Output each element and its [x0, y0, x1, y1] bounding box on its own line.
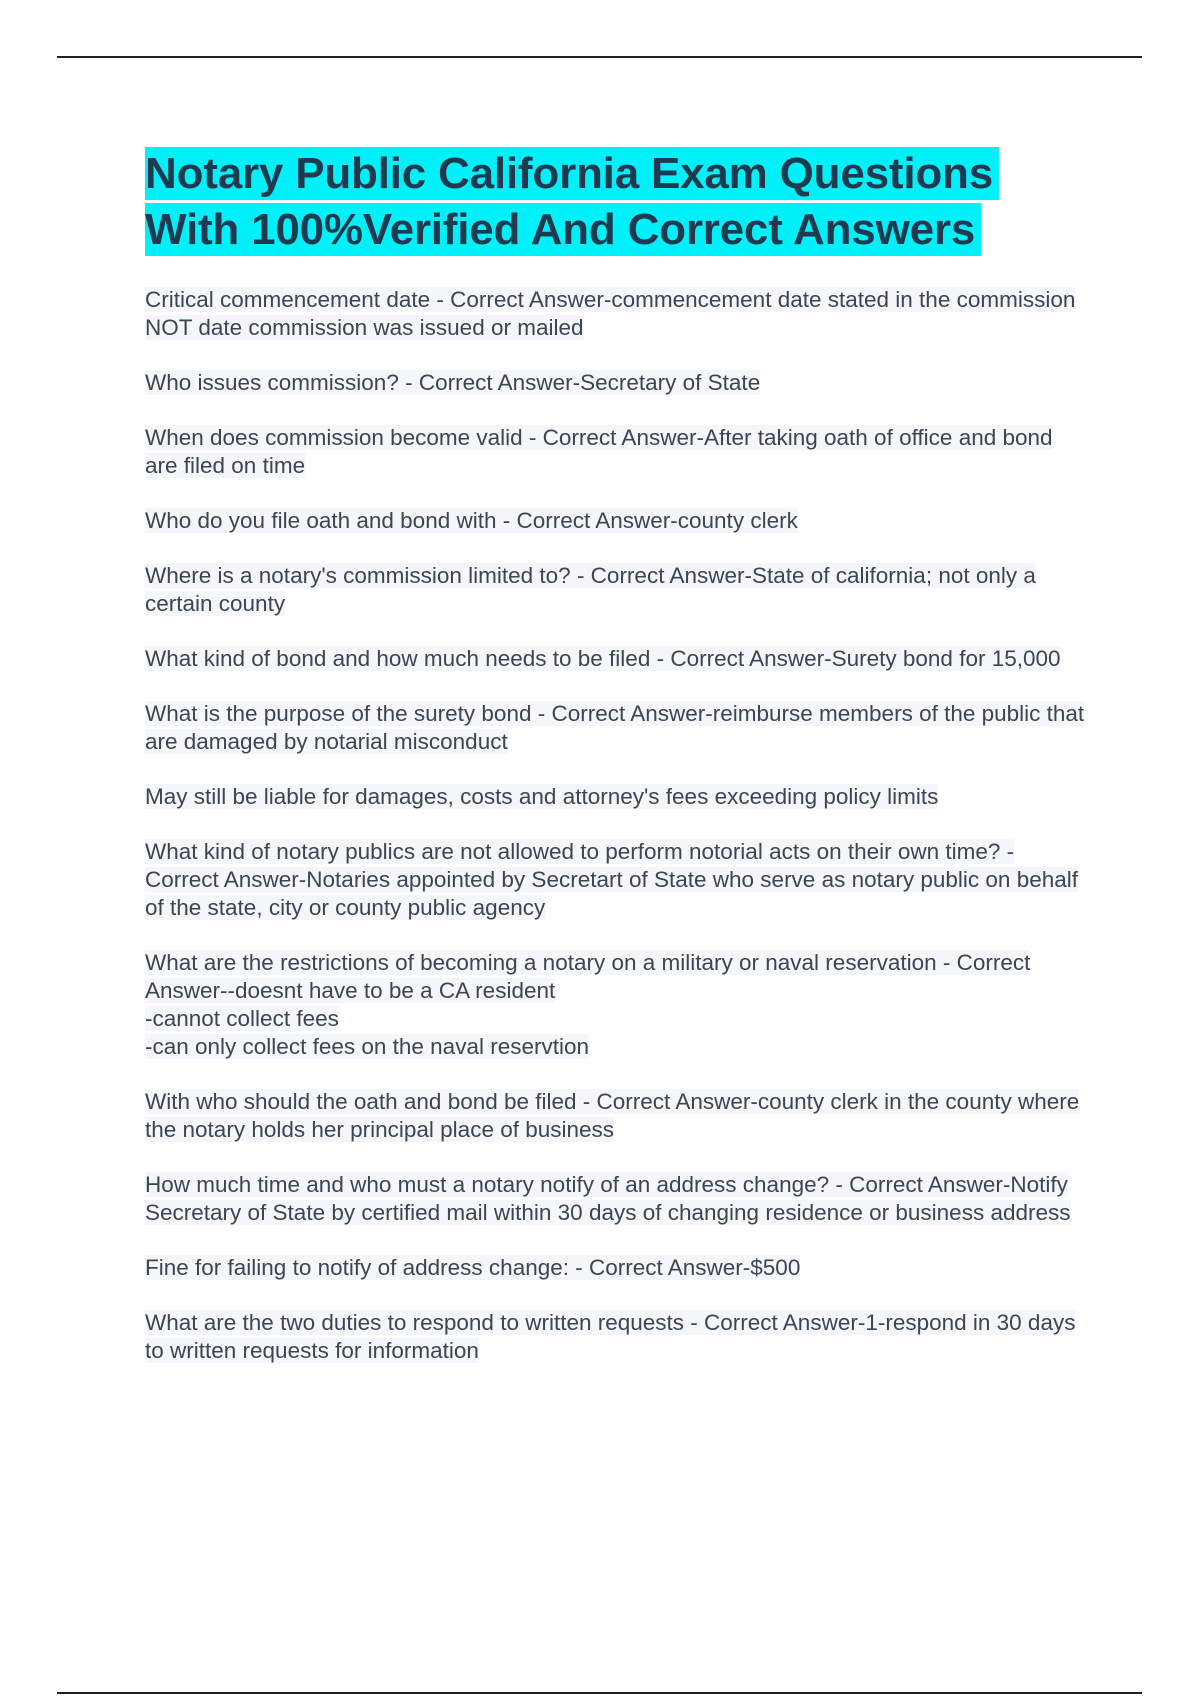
- qa-entry: [145, 1254, 1090, 1282]
- qa-text: What kind of notary publics are not allowed to perform notorial acts on their own time? - Correct Answer-Notaries appointed by Secretart of State who serve as notary public on behalf of the state, city or county public agency: [145, 839, 1078, 920]
- document-body: [145, 146, 1090, 1392]
- qa-text: May still be liable for damages, costs and attorney's fees exceeding policy limits: [145, 784, 939, 809]
- qa-text: Who do you file oath and bond with - Correct Answer-county clerk: [145, 508, 798, 533]
- qa-entry: [145, 949, 1090, 1061]
- qa-text-line: -cannot collect fees: [145, 1006, 339, 1031]
- qa-entry: [145, 700, 1090, 756]
- qa-text: Fine for failing to notify of address change: - Correct Answer-$500: [145, 1255, 801, 1280]
- qa-entry: [145, 1309, 1090, 1365]
- document-title: [145, 146, 1090, 258]
- top-rule: [57, 56, 1142, 58]
- qa-text: What are the two duties to respond to written requests - Correct Answer-1-respond in 30 days to written requests for information: [145, 1310, 1076, 1363]
- qa-entry: [145, 369, 1090, 397]
- qa-text: When does commission become valid - Correct Answer-After taking oath of office and bond are filed on time: [145, 425, 1053, 478]
- qa-text-line: -can only collect fees on the naval reservtion: [145, 1034, 589, 1059]
- qa-entry: [145, 507, 1090, 535]
- qa-text: Where is a notary's commission limited to? - Correct Answer-State of california; not only a certain county: [145, 563, 1036, 616]
- qa-entry: [145, 838, 1090, 922]
- bottom-rule: [57, 1692, 1142, 1694]
- qa-text: What kind of bond and how much needs to be filed - Correct Answer-Surety bond for 15,000: [145, 646, 1061, 671]
- qa-entry: [145, 1088, 1090, 1144]
- qa-text: Who issues commission? - Correct Answer-Secretary of State: [145, 370, 761, 395]
- qa-entry: [145, 286, 1090, 342]
- qa-text: How much time and who must a notary notify of an address change? - Correct Answer-Notify Secretary of State by certified mail within 30 days of changing residence or business address: [145, 1172, 1071, 1225]
- title-highlight: Notary Public California Exam Questions With 100%Verified And Correct Answers: [145, 147, 999, 256]
- qa-entry: [145, 1171, 1090, 1227]
- qa-entry: [145, 783, 1090, 811]
- qa-entry: [145, 562, 1090, 618]
- qa-text: What are the restrictions of becoming a notary on a military or naval reservation - Correct Answer--doesnt have to be a CA resident: [145, 950, 1031, 1003]
- qa-text: What is the purpose of the surety bond - Correct Answer-reimburse members of the public that are damaged by notarial misconduct: [145, 701, 1085, 754]
- qa-text: With who should the oath and bond be filed - Correct Answer-county clerk in the county where the notary holds her principal place of business: [145, 1089, 1080, 1142]
- qa-entry: [145, 424, 1090, 480]
- qa-text: Critical commencement date - Correct Answer-commencement date stated in the commission NOT date commission was issued or mailed: [145, 287, 1076, 340]
- qa-entry: [145, 645, 1090, 673]
